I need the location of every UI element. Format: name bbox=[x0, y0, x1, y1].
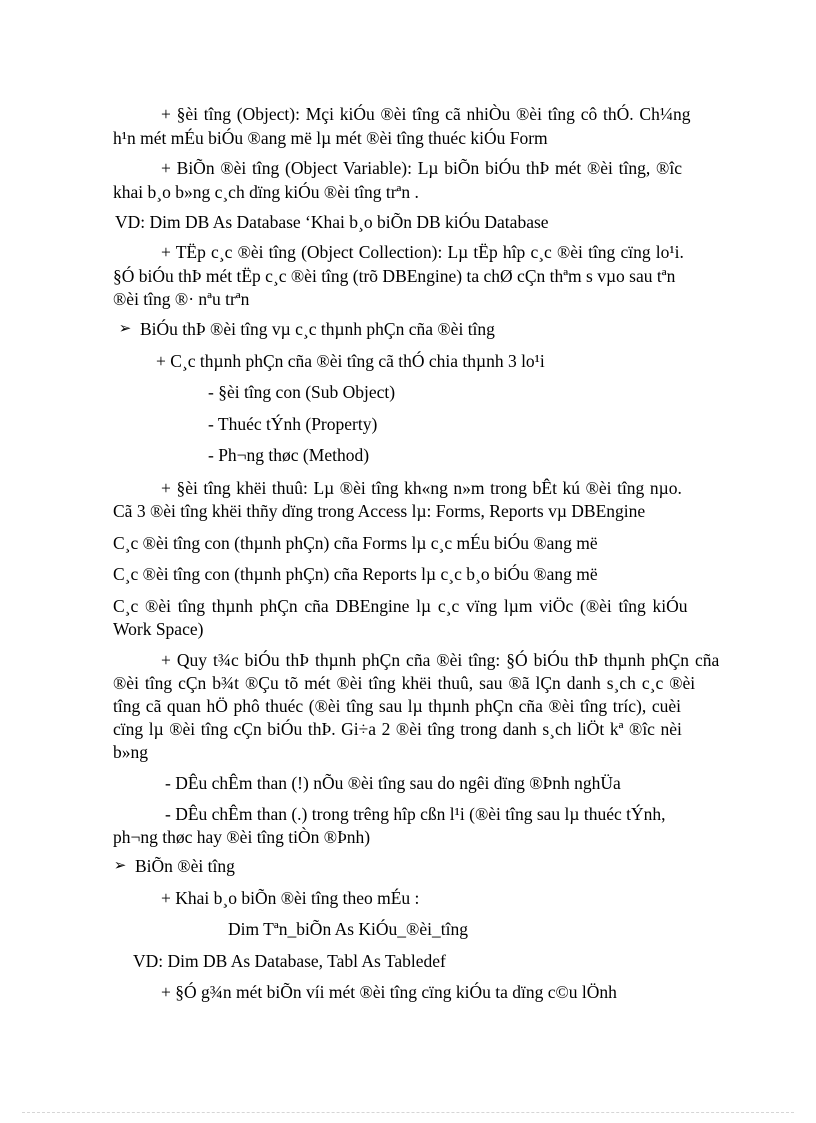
arrow-bullet-icon: ➢ bbox=[118, 321, 132, 337]
rule-dot-line-2: ph¬ng thøc hay ®èi tîng tiÒn ®Þnh) bbox=[113, 827, 371, 847]
example-dim-database: VD: Dim DB As Database ‘Khai b¸o biÕn DB kiÓu Database bbox=[115, 212, 549, 232]
example-dim-tabledef: VD: Dim DB As Database, Tabl As Tabledef bbox=[133, 951, 446, 971]
paragraph-rule-line-3: tîng cã quan hÖ phô thuéc (®èi tîng sau lµ thµnh phÇn cña ®èi tîng tríc), cuèi bbox=[113, 696, 681, 716]
list-item-property: - Thuéc tÝnh (Property) bbox=[208, 414, 378, 434]
heading-object-representation: BiÓu thÞ ®èi tîng vµ c¸c thµnh phÇn cña ®èi tîng bbox=[140, 319, 495, 339]
reports-children: C¸c ®èi tîng con (thµnh phÇn) cña Reports lµ c¸c b¸o biÓu ®ang më bbox=[113, 564, 598, 584]
list-item-method: - Ph¬ng thøc (Method) bbox=[208, 445, 370, 465]
heading-object-variable: BiÕn ®èi tîng bbox=[135, 856, 235, 876]
paragraph-rule-line-1: + Quy t¾c biÓu thÞ thµnh phÇn cña ®èi tîng: §Ó biÓu thÞ thµnh phÇn cña bbox=[161, 650, 720, 670]
paragraph-rule-line-2: ®èi tîng cÇn b¾t ®Çu tõ mét ®èi tîng khëi thuû, sau ®ã lÇn danh s¸ch c¸c ®èi bbox=[113, 673, 696, 693]
forms-children: C¸c ®èi tîng con (thµnh phÇn) cña Forms lµ c¸c mÉu biÓu ®ang më bbox=[113, 533, 598, 553]
components-intro: + C¸c thµnh phÇn cña ®èi tîng cã thÓ chia thµnh 3 lo¹i bbox=[156, 351, 545, 371]
paragraph-object-line-1: + §èi tîng (Object): Mçi kiÓu ®èi tîng cã nhiÒu ®èi tîng cô thÓ. Ch¼ng bbox=[161, 104, 691, 124]
paragraph-rule-line-4: cïng lµ ®èi tîng cÇn biÓu thÞ. Gi÷a 2 ®èi tîng trong danh s¸ch liÖt kª ®îc nèi bbox=[113, 719, 682, 739]
list-item-sub-object: - §èi tîng con (Sub Object) bbox=[208, 382, 396, 402]
assign-object-variable: + §Ó g¾n mét biÕn víi mét ®èi tîng cïng kiÓu ta dïng c©u lÖnh bbox=[161, 982, 617, 1002]
declaration-syntax: Dim Tªn_biÕn As KiÓu_®èi_tîng bbox=[228, 919, 468, 939]
paragraph-collection-line-3: ®èi tîng ®· nªu trªn bbox=[113, 289, 250, 309]
paragraph-collection-line-1: + TËp c¸c ®èi tîng (Object Collection): Lµ tËp hîp c¸c ®èi tîng cïng lo¹i. bbox=[161, 242, 684, 262]
paragraph-root-objects-line-1: + §èi tîng khëi thuû: Lµ ®èi tîng kh«ng n»m trong bÊt kú ®èi tîng nµo. bbox=[161, 478, 682, 498]
paragraph-object-line-2: h¹n mét mÉu biÓu ®ang më lµ mét ®èi tîng thuéc kiÓu Form bbox=[113, 128, 548, 148]
paragraph-collection-line-2: §Ó biÓu thÞ mét tËp c¸c ®èi tîng (trõ DBEngine) ta chØ cÇn thªm s vµo sau tªn bbox=[113, 266, 676, 286]
dbengine-children-line-2: Work Space) bbox=[113, 619, 204, 639]
rule-exclamation: - DÊu chÊm than (!) nÕu ®èi tîng sau do ngêi dïng ®Þnh nghÜa bbox=[165, 773, 621, 793]
page-bottom-rule bbox=[22, 1112, 794, 1113]
paragraph-rule-line-5: b»ng bbox=[113, 742, 148, 762]
rule-dot-line-1: - DÊu chÊm than (.) trong trêng hîp cßn l¹i (®èi tîng sau lµ thuéc tÝnh, bbox=[165, 804, 666, 824]
arrow-bullet-icon: ➢ bbox=[113, 858, 127, 874]
paragraph-object-variable-line-1: + BiÕn ®èi tîng (Object Variable): Lµ biÕn biÓu thÞ mét ®èi tîng, ®îc bbox=[161, 158, 682, 178]
paragraph-object-variable-line-2: khai b¸o b»ng c¸ch dïng kiÓu ®èi tîng trªn . bbox=[113, 182, 419, 202]
dbengine-children-line-1: C¸c ®èi tîng thµnh phÇn cña DBEngine lµ c¸c vïng lµm viÖc (®èi tîng kiÓu bbox=[113, 596, 688, 616]
declare-object-variable: + Khai b¸o biÕn ®èi tîng theo mÉu : bbox=[161, 888, 420, 908]
paragraph-root-objects-line-2: Cã 3 ®èi tîng khëi thñy dïng trong Access lµ: Forms, Reports vµ DBEngine bbox=[113, 501, 646, 521]
